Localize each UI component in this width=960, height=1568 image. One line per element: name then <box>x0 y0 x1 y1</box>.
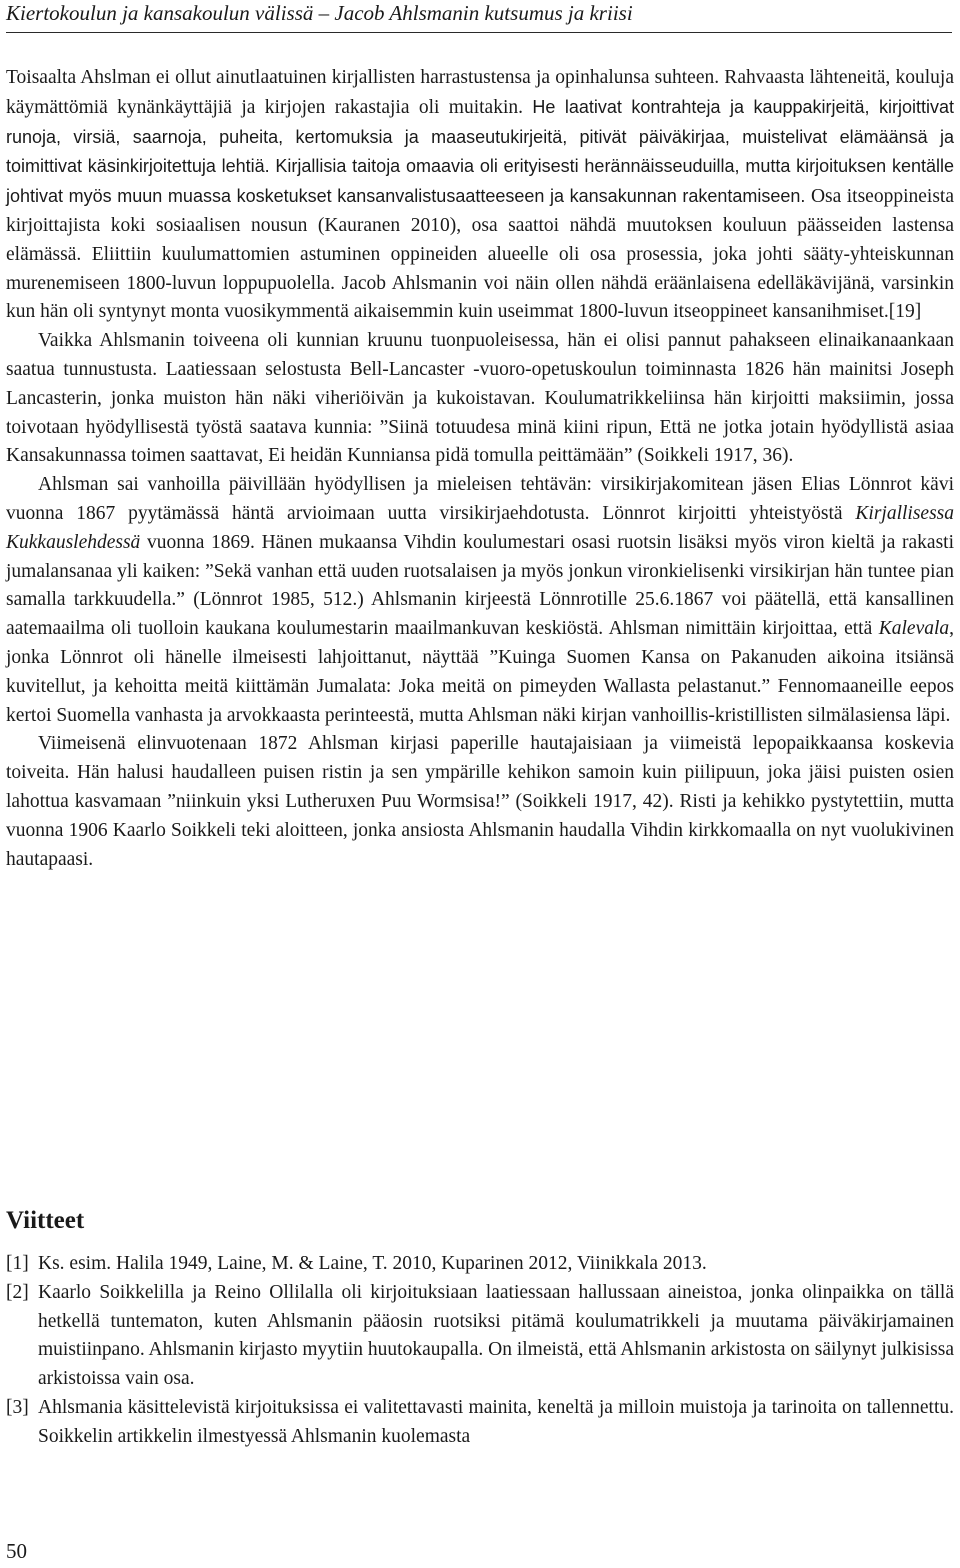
paragraph-1 <box>6 64 954 327</box>
note-text: Kaarlo Soikkelilla ja Reino Ollilalla oli kirjoituksiaan laatiessaan hallussaan aineistoa, jonka olinpaikka on tällä hetkellä tuntematon, kuten Ahlsmanin pääosin ruotsiksi pitämä koulumatrikkeli ja muutama päiväkirjamainen muistiinpano. Ahlsmanin kirjasto myytiin huutokaupalla. On ilmeistä, että Ahlsmanin arkistosta on säilynyt julkisissa arkistoissa vain osa. <box>38 1281 954 1390</box>
paragraph-3-part-b: vuonna 1869. Hänen mukaansa Vihdin koulumestari osasi ruotsin lisäksi myös viron kieltä ja rakasti jumalansanaa yli kaiken: ”Sekä vanhan että uuden ruotsalaisen ja myös jonkun vironkielisenki virsikirjan hän tuntee pian samalla tarkkuudella.” (Lönnrot 1985, 512.) Ahlsmanin kirjeestä Lönnrotille 25.6.1867 voi päätellä, että kansallinen aatemaailma oli tuolloin kaukana koulumestarin maailmankuvan keskiöstä. Ahlsman nimittäin kirjoittaa, että <box>6 531 955 640</box>
page-number: 50 <box>6 1539 27 1563</box>
note-item <box>6 1250 954 1279</box>
paragraph-2-text: Vaikka Ahlsmanin toiveena oli kunnian kruunu tuonpuoleisessa, hän ei olisi pannut pahakseen elinaikanaankaan saatua tunnustusta. Laatiessaan selostusta Bell-Lancaster -vuoro-opetuskoulun toiminnasta 1826 hän mainitsi Joseph Lancasterin, jonka muiston hän näki viheriöivän ja kukoistavan. Koulumatrikkeliinsa hän kirjoitti maksiimin, jossa toivotaan hyödyllisestä työstä saatava kunnia: ”Siinä totuudesa minä kiini ripun, Että ne jotka jotain hyödyllistä asiaa Kansakunnassa toimen saattavat, Ei heidän Kunniansa pidä tomulla peittämään” (Soikkeli 1917, 36). <box>6 330 954 467</box>
paragraph-3 <box>6 471 954 730</box>
paragraph-1-part-a: Toisaalta Ahslman ei ollut ainutlaatuinen kirjallisten harrastustensa ja opinhalunsa suhteen. Rahvaasta lähteneitä, kouluja käymättömiä kynänkäyttäjiä ja kirjojen rakastajia oli muitakin. <box>6 67 954 118</box>
paragraph-1-part-d: Osa itseoppineista kirjoittajista koki sosiaalisen nousun (Kauranen 2010), osa saattoi nähdä muutoksen kouluun päässeiden lastensa elämässä. Eliittiin kuulumattomien astuminen oppineiden alueelle oli osa prosessia, joka johti sääty-yhteiskunnan murenemiseen 1800-luvun loppupuolella. Jacob Ahlsmanin voi näin ollen nähdä eräänlaisena edelläkävijänä, varsinkin kun hän oli syntynyt monta vuosikymmentä aikaisemmin kuin useimmat 1800-luvun itseoppineet kansanihmiset.[19] <box>6 186 954 323</box>
paragraph-4 <box>6 730 954 874</box>
note-number: [1] <box>6 1253 29 1274</box>
notes-heading: Viitteet <box>6 1207 85 1234</box>
note-text: Ahlsmania käsittelevistä kirjoituksissa ei valitettavasti mainita, keneltä ja milloin muistoja ja tarinoita on tallennettu. Soikkelin artikkelin ilmestyessä Ahlsmanin kuolemasta <box>38 1396 954 1447</box>
note-text: Ks. esim. Halila 1949, Laine, M. & Laine, T. 2010, Kuparinen 2012, Viinikkala 2013. <box>38 1253 707 1274</box>
notes-list <box>6 1250 954 1452</box>
running-header <box>6 0 952 33</box>
main-body-text <box>6 64 954 874</box>
paragraph-4-text: Viimeisenä elinvuotenaan 1872 Ahlsman kirjasi paperille hautajaisiaan ja viimeistä lepopaikkaansa koskevia toiveita. Hän halusi haudalleen puisen ristin ja sen ympärille kehikon samoin kuin piilipuun, joka jäisi puisten osien lahottua kasvamaan ”niinkuin yksi Lutheruxen Puu Wormsisa!” (Soikkeli 1917, 42). Risti ja kehikko pystytettiin, mutta vuonna 1906 Kaarlo Soikkeli teki aloitteen, jonka ansiosta Ahlsmanin haudalla Vihdin kirkkomaalla on nyt vuolukivinen hautapaasi. <box>6 733 954 870</box>
paragraph-2 <box>6 327 954 471</box>
paragraph-3-italic-kalevala: Kalevala <box>878 618 950 640</box>
note-number: [3] <box>6 1396 29 1418</box>
note-item <box>6 1394 954 1452</box>
running-title: Kiertokoulun ja kansakoulun välissä – Jacob Ahlsmanin kutsumus ja kriisi <box>6 1 633 25</box>
paragraph-1-part-b: He laativat kontrahteja ja kauppakirjeitä, kirjoittivat runoja, virsiä, saarnoja, puheita, kertomuksia ja maaseutukirjeitä, pitivät päiväkirjaa, muistelivat elämäänsä ja toimittivat käsinkirjoitettuja lehtiä. <box>6 96 955 177</box>
note-item <box>6 1279 954 1394</box>
paragraph-3-italic-title: Kirjallisessa Kukkauslehdessä <box>6 502 954 553</box>
paragraph-3-part-a: Ahlsman sai vanhoilla päivillään hyödyllisen ja mieleisen tehtävän: virsikirjakomitean jäsen Elias Lönnrot kävi vuonna 1867 pyytämässä häntä arvioimaan uutta virsikirjaehdotusta. Lönnrot kirjoitti yhteistyöstä <box>6 474 954 524</box>
paragraph-1-part-c: Kirjallisia taitoja omaavia oli erityisesti herännäisseuduilla, mutta kirjoituksen kentälle johtivat myös muun muassa kosketukset kansanvalistusaatteeseen ja kansakunnan rakentamiseen. <box>6 156 954 207</box>
note-number: [2] <box>6 1281 29 1303</box>
paragraph-3-part-c: , jonka Lönnrot oli hänelle ilmeisesti lahjoittanut, näyttää ”Kuinga Suomen Kansa on Pakanuden aikoina itsiänsä kuvitellut, ja kehoitta meitä kiittämän Jumalata: Joka meitä on pimeyden Wallasta pelastanut.” Fennomaaneille eepos kertoi Suomella vanhasta ja arvokkaasta perinteestä, mutta Ahlsman näki kirjan vanhoillis-kristillisten silmälasiensa läpi. <box>6 618 955 726</box>
